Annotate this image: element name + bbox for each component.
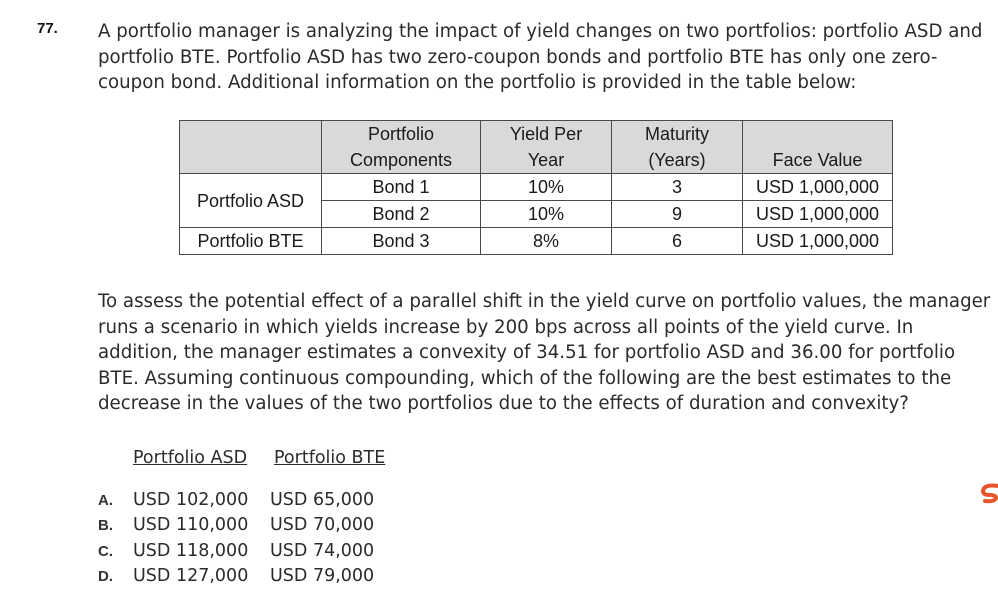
- option-bte-value: USD 74,000: [270, 541, 375, 561]
- cell-face-value: USD 1,000,000: [743, 174, 893, 201]
- cell-component: Bond 2: [322, 201, 481, 228]
- header-face-value: [743, 121, 893, 174]
- option-bte-value: USD 70,000: [270, 515, 375, 535]
- s-logo-icon[interactable]: [978, 482, 998, 506]
- header-yield-line1: Yield Per: [509, 124, 583, 144]
- header-blank-cell: [180, 121, 322, 174]
- header-maturity: [612, 121, 743, 174]
- cell-maturity: 3: [612, 174, 743, 201]
- option-asd-value: USD 127,000: [133, 566, 249, 586]
- option-letter: C.: [98, 543, 113, 560]
- answer-col-asd: Portfolio ASD: [133, 448, 248, 468]
- cell-yield: 10%: [481, 174, 612, 201]
- cell-maturity: 6: [612, 228, 743, 255]
- question-intro: A portfolio manager is analyzing the impact of yield changes on two portfolios: portfolio ASD and portfolio BTE. Portfolio ASD has two zero-coupon bonds and portfolio BTE has only one zero-coupon bond. Additional information on the portfolio is provided in the table below:: [98, 21, 983, 93]
- header-yield-line2: Year: [527, 150, 565, 170]
- header-yield: [481, 121, 612, 174]
- portfolio-asd-label: Portfolio ASD: [180, 174, 322, 228]
- table-row: [180, 228, 893, 255]
- option-asd-value: USD 118,000: [133, 541, 249, 561]
- option-bte-value: USD 65,000: [270, 490, 375, 510]
- header-components-line2: Components: [349, 150, 453, 170]
- table-row: [180, 174, 893, 201]
- question-number: 77.: [37, 20, 58, 37]
- cell-component: Bond 3: [322, 228, 481, 255]
- cell-yield: 10%: [481, 201, 612, 228]
- header-components-line1: Portfolio: [367, 124, 435, 144]
- option-letter: A.: [98, 492, 113, 509]
- table-header-row: [180, 121, 893, 174]
- header-components: [322, 121, 481, 174]
- answer-col-bte: Portfolio BTE: [274, 448, 386, 468]
- cell-maturity: 9: [612, 201, 743, 228]
- header-face-value-text: Face Value: [772, 150, 863, 170]
- cell-face-value: USD 1,000,000: [743, 201, 893, 228]
- header-maturity-line2: (Years): [648, 150, 706, 170]
- cell-yield: 8%: [481, 228, 612, 255]
- option-letter: B.: [98, 517, 113, 534]
- option-bte-value: USD 79,000: [270, 566, 375, 586]
- option-asd-value: USD 110,000: [133, 515, 249, 535]
- question-body: To assess the potential effect of a parallel shift in the yield curve on portfolio values, the manager runs a scenario in which yields increase by 200 bps across all points of the yield curve. In addition, the manager estimates a convexity of 34.51 for portfolio ASD and 36.00 for portfolio BTE. Assuming continuous compounding, which of the following are the best estimates to the decrease in the values of the two portfolios due to the effects of duration and convexity?: [98, 291, 991, 414]
- option-asd-value: USD 102,000: [133, 490, 249, 510]
- option-letter: D.: [98, 568, 113, 585]
- cell-face-value: USD 1,000,000: [743, 228, 893, 255]
- cell-component: Bond 1: [322, 174, 481, 201]
- portfolio-table: [179, 120, 893, 255]
- portfolio-bte-label: Portfolio BTE: [180, 228, 322, 255]
- header-maturity-line1: Maturity: [644, 124, 709, 144]
